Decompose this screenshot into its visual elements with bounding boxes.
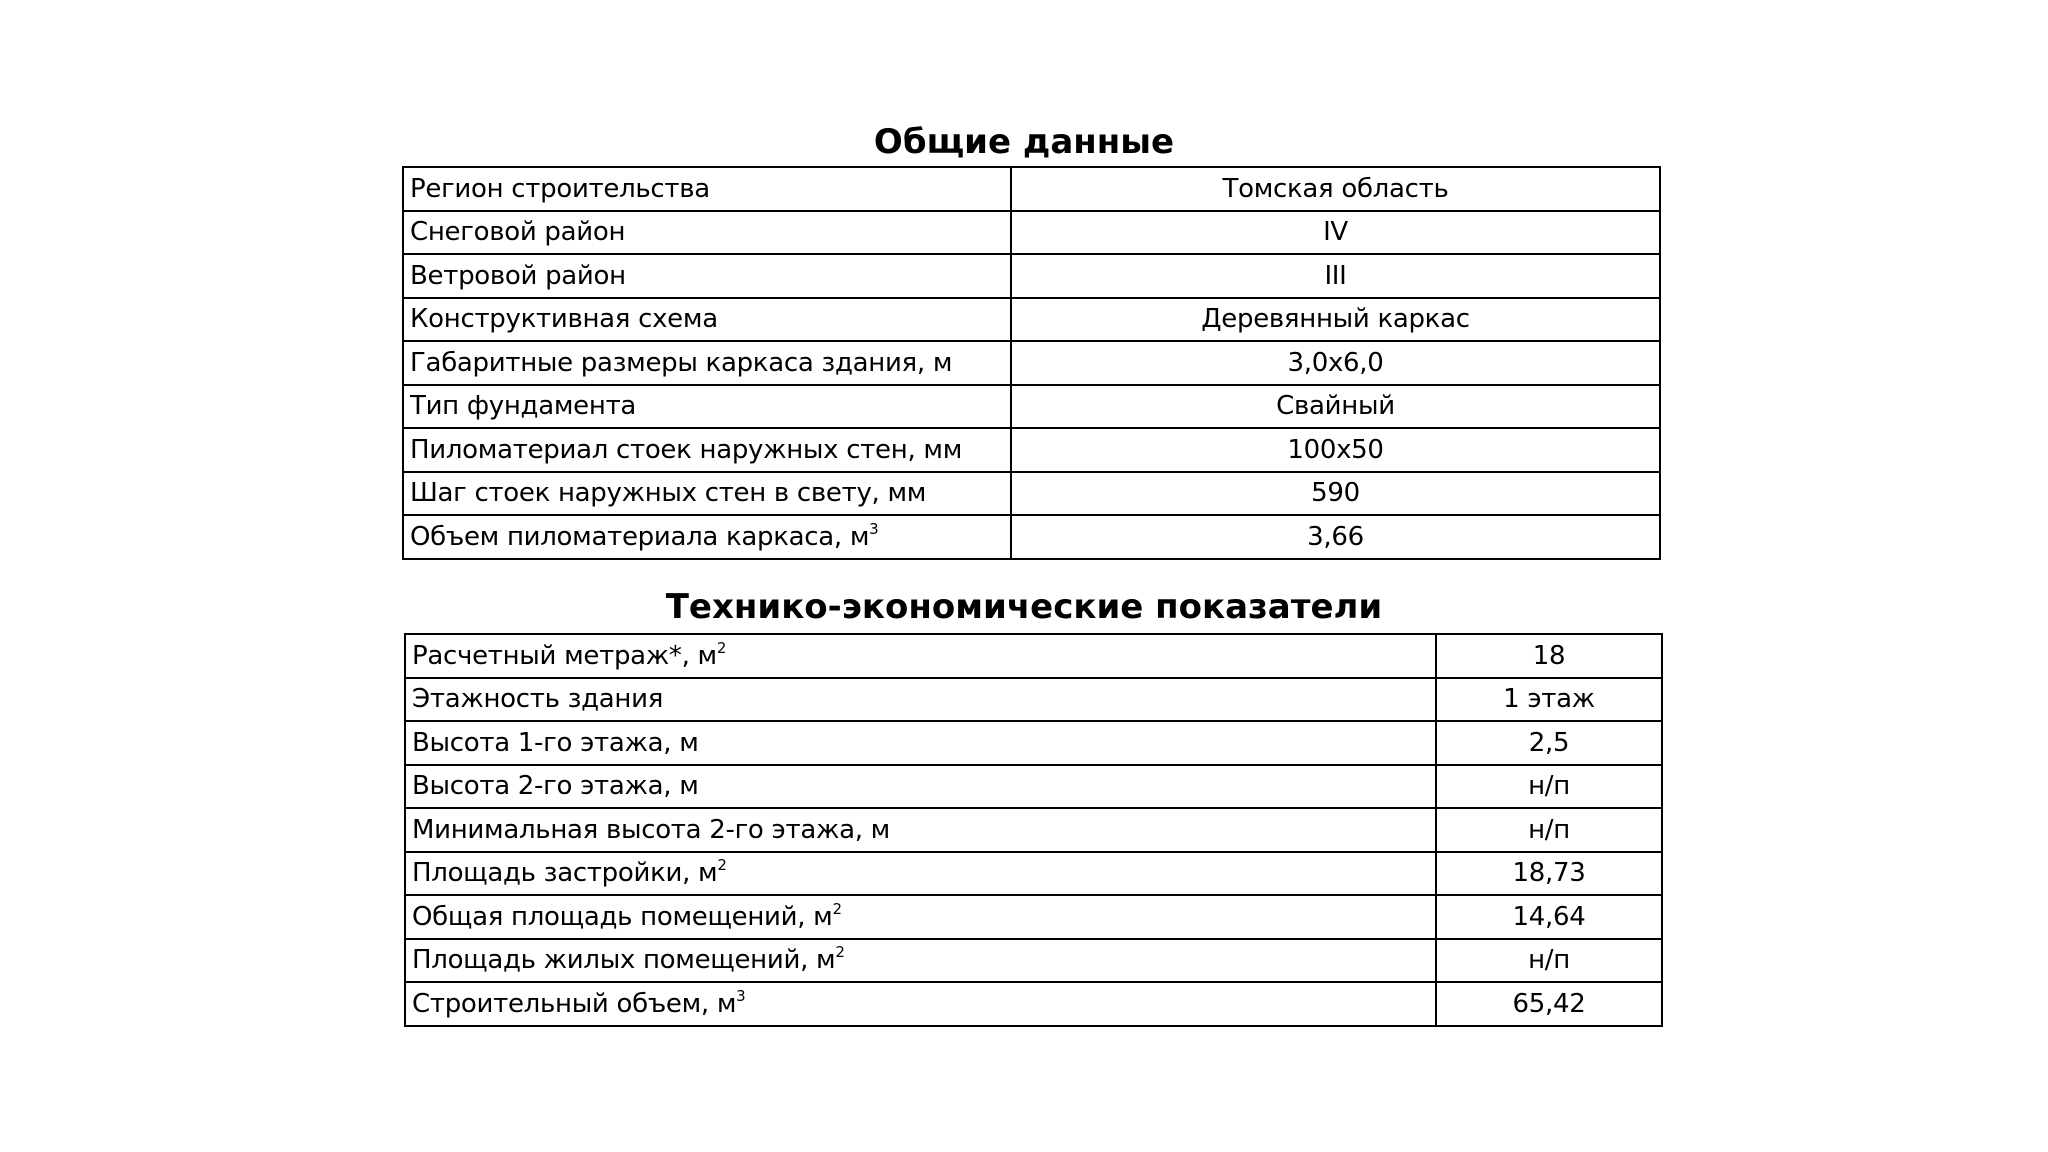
table-row bbox=[403, 167, 1660, 211]
section-title-general: Общие данные bbox=[873, 122, 1175, 162]
row-value: 1 этаж bbox=[1436, 678, 1662, 722]
table-row bbox=[403, 254, 1660, 298]
section-title-tep: Технико-экономические показатели bbox=[665, 587, 1383, 627]
row-value: н/п bbox=[1436, 808, 1662, 852]
row-label bbox=[403, 254, 1011, 298]
table-row bbox=[405, 634, 1662, 678]
row-label bbox=[403, 515, 1011, 559]
table-row bbox=[405, 982, 1662, 1026]
row-value: Томская область bbox=[1011, 167, 1660, 211]
unit-superscript: 3 bbox=[736, 986, 746, 1005]
row-label bbox=[403, 472, 1011, 516]
table-row bbox=[405, 678, 1662, 722]
row-label-text: Объем пиломатериала каркаса, м bbox=[410, 521, 870, 552]
table-row bbox=[403, 211, 1660, 255]
general-data-table bbox=[402, 166, 1661, 560]
table-row bbox=[405, 852, 1662, 896]
row-label-text: Общая площадь помещений, м bbox=[412, 901, 833, 932]
unit-superscript: 2 bbox=[832, 899, 842, 918]
row-label-text: Снеговой район bbox=[410, 217, 626, 248]
row-value: н/п bbox=[1436, 765, 1662, 809]
table-row bbox=[403, 385, 1660, 429]
row-label bbox=[403, 298, 1011, 342]
row-label bbox=[405, 634, 1436, 678]
row-label-text: Строительный объем, м bbox=[412, 988, 737, 1019]
row-value: 100х50 bbox=[1011, 428, 1660, 472]
row-label-text: Регион строительства bbox=[410, 173, 710, 204]
row-label-text: Конструктивная схема bbox=[410, 304, 718, 335]
row-value: 18 bbox=[1436, 634, 1662, 678]
row-value: 590 bbox=[1011, 472, 1660, 516]
unit-superscript: 3 bbox=[869, 519, 879, 538]
row-label-text: Площадь застройки, м bbox=[412, 858, 718, 889]
tep-table bbox=[404, 633, 1663, 1027]
row-label bbox=[403, 167, 1011, 211]
row-label-text: Площадь жилых помещений, м bbox=[412, 945, 836, 976]
row-label bbox=[405, 808, 1436, 852]
row-label-text: Расчетный метраж*, м bbox=[412, 640, 717, 671]
row-label bbox=[403, 341, 1011, 385]
row-value: 3,0х6,0 bbox=[1011, 341, 1660, 385]
row-value: III bbox=[1011, 254, 1660, 298]
unit-superscript: 2 bbox=[835, 943, 845, 962]
table-row bbox=[403, 472, 1660, 516]
table-row bbox=[405, 939, 1662, 983]
row-value: Свайный bbox=[1011, 385, 1660, 429]
row-label-text: Тип фундамента bbox=[410, 391, 637, 422]
row-value: Деревянный каркас bbox=[1011, 298, 1660, 342]
row-value: 3,66 bbox=[1011, 515, 1660, 559]
row-value: IV bbox=[1011, 211, 1660, 255]
table-row bbox=[405, 895, 1662, 939]
row-label-text: Пиломатериал стоек наружных стен, мм bbox=[410, 434, 963, 465]
row-label-text: Этажность здания bbox=[412, 684, 664, 715]
row-value: 65,42 bbox=[1436, 982, 1662, 1026]
table-row bbox=[405, 765, 1662, 809]
table-row bbox=[403, 515, 1660, 559]
row-label bbox=[405, 721, 1436, 765]
table-row bbox=[405, 808, 1662, 852]
row-label bbox=[405, 895, 1436, 939]
row-label bbox=[403, 211, 1011, 255]
row-label-text: Высота 2-го этажа, м bbox=[412, 771, 699, 802]
row-label bbox=[403, 428, 1011, 472]
table-row bbox=[405, 721, 1662, 765]
unit-superscript: 2 bbox=[717, 856, 727, 875]
row-label bbox=[405, 982, 1436, 1026]
table-row bbox=[403, 298, 1660, 342]
row-value: 18,73 bbox=[1436, 852, 1662, 896]
row-label-text: Габаритные размеры каркаса здания, м bbox=[410, 347, 953, 378]
row-label bbox=[405, 765, 1436, 809]
row-label bbox=[403, 385, 1011, 429]
row-value: 2,5 bbox=[1436, 721, 1662, 765]
table-row bbox=[403, 428, 1660, 472]
row-value: н/п bbox=[1436, 939, 1662, 983]
row-label-text: Минимальная высота 2-го этажа, м bbox=[412, 814, 890, 845]
table-row bbox=[403, 341, 1660, 385]
row-label-text: Ветровой район bbox=[410, 260, 626, 291]
row-label bbox=[405, 939, 1436, 983]
row-label bbox=[405, 678, 1436, 722]
row-label bbox=[405, 852, 1436, 896]
row-label-text: Шаг стоек наружных стен в свету, мм bbox=[410, 478, 927, 509]
unit-superscript: 2 bbox=[716, 638, 727, 657]
row-label-text: Высота 1-го этажа, м bbox=[412, 727, 699, 758]
row-value: 14,64 bbox=[1436, 895, 1662, 939]
